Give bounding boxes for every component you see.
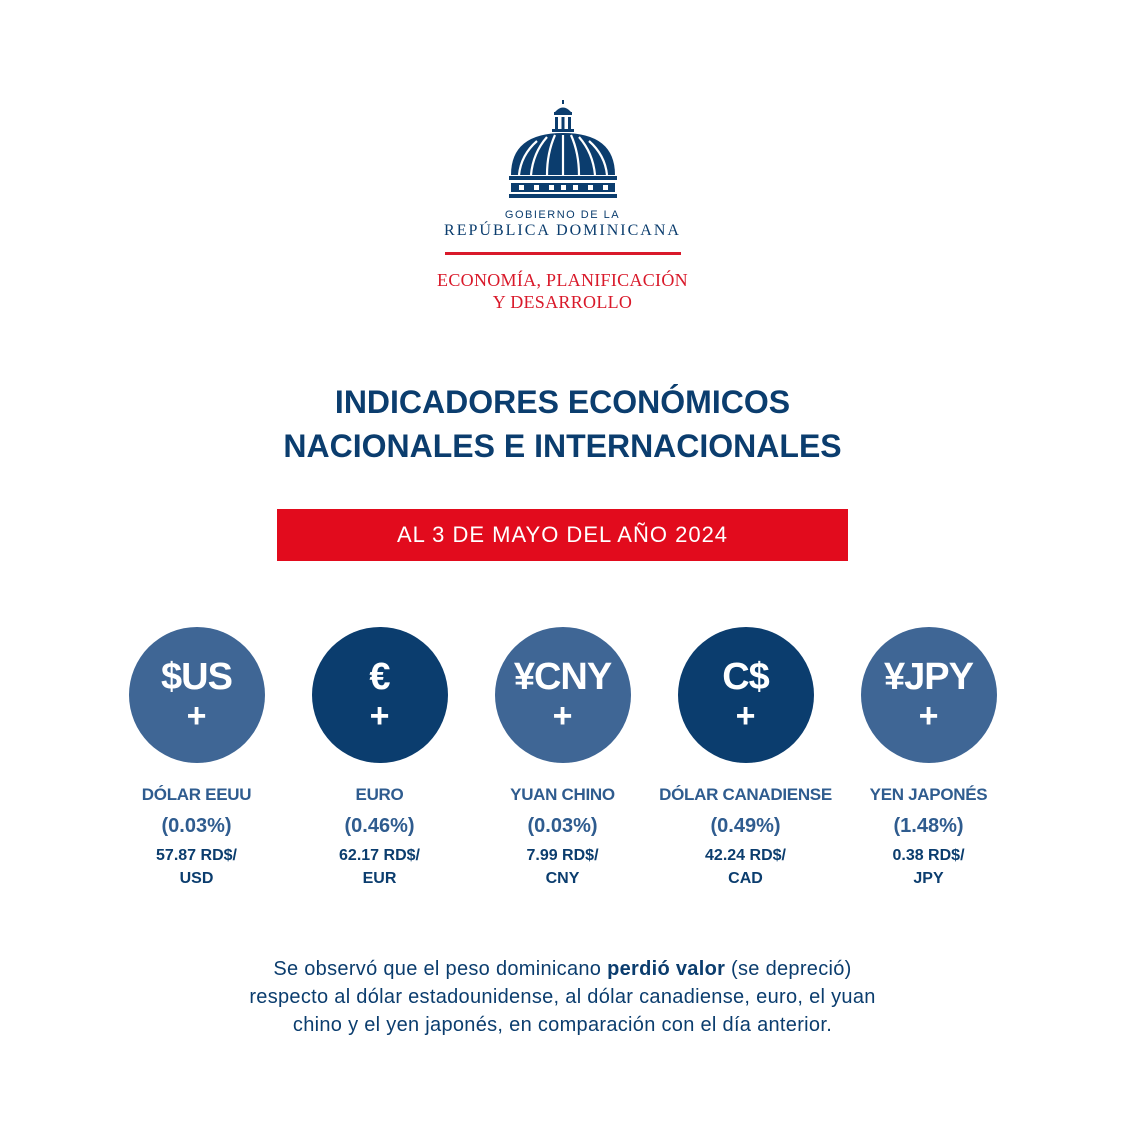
currency-cad bbox=[654, 627, 837, 890]
currency-symbol: ¥JPY bbox=[884, 656, 973, 698]
currency-button-usd[interactable] bbox=[129, 627, 265, 763]
currency-rate bbox=[105, 844, 288, 890]
currency-name: DÓLAR CANADIENSE bbox=[659, 785, 832, 804]
currency-name: EURO bbox=[355, 785, 404, 804]
currency-change: (0.03%) bbox=[527, 815, 598, 837]
title-line-1: INDICADORES ECONÓMICOS bbox=[334, 384, 791, 420]
currency-name: YUAN CHINO bbox=[510, 785, 615, 804]
plus-icon: + bbox=[918, 697, 939, 735]
rate-code: JPY bbox=[913, 870, 944, 887]
currency-button-jpy[interactable] bbox=[861, 627, 997, 763]
currency-usd bbox=[105, 627, 288, 890]
ministry-line-1: ECONOMÍA, PLANIFICACIÓN bbox=[437, 270, 688, 290]
logo-divider bbox=[445, 252, 681, 255]
ministry-name bbox=[0, 269, 1125, 313]
rate-value: 7.99 RD$/ bbox=[526, 847, 599, 864]
currency-rate bbox=[654, 844, 837, 890]
currency-name: YEN JAPONÉS bbox=[869, 785, 988, 804]
rate-value: 62.17 RD$/ bbox=[339, 847, 420, 864]
plus-icon: + bbox=[186, 697, 207, 735]
plus-icon: + bbox=[735, 697, 756, 735]
government-logo bbox=[0, 95, 1125, 313]
date-banner: AL 3 DE MAYO DEL AÑO 2024 bbox=[277, 509, 848, 561]
rate-code: CAD bbox=[728, 870, 763, 887]
rate-value: 42.24 RD$/ bbox=[705, 847, 786, 864]
rate-code: EUR bbox=[362, 870, 397, 887]
footnote-line-1 bbox=[0, 955, 1125, 983]
currency-list bbox=[105, 627, 1020, 897]
currency-eur bbox=[288, 627, 471, 890]
currency-cny bbox=[471, 627, 654, 890]
footnote-text: Se observó que el peso dominicano bbox=[273, 958, 608, 980]
page-title bbox=[0, 380, 1125, 468]
currency-button-cny[interactable] bbox=[495, 627, 631, 763]
currency-rate bbox=[288, 844, 471, 890]
footnote-emphasis: perdió valor bbox=[607, 958, 726, 980]
currency-symbol: € bbox=[369, 656, 390, 698]
currency-symbol: ¥CNY bbox=[513, 656, 612, 698]
plus-icon: + bbox=[552, 697, 573, 735]
currency-button-cad[interactable] bbox=[678, 627, 814, 763]
rate-value: 57.87 RD$/ bbox=[156, 847, 237, 864]
currency-symbol: C$ bbox=[722, 656, 769, 698]
ministry-line-2: Y DESARROLLO bbox=[492, 292, 633, 312]
currency-change: (1.48%) bbox=[893, 815, 964, 837]
currency-symbol: $US bbox=[161, 656, 232, 698]
currency-change: (0.03%) bbox=[161, 815, 232, 837]
footnote-line-2: respecto al dólar estadounidense, al dólar canadiense, euro, el yuan bbox=[249, 986, 876, 1008]
footnote-line-3: chino y el yen japonés, en comparación con el día anterior. bbox=[292, 1014, 833, 1036]
footnote-text: (se depreció) bbox=[725, 958, 852, 980]
rate-value: 0.38 RD$/ bbox=[892, 847, 965, 864]
plus-icon: + bbox=[369, 697, 390, 735]
currency-change: (0.46%) bbox=[344, 815, 415, 837]
rate-code: USD bbox=[179, 870, 214, 887]
logo-republic-line: REPÚBLICA DOMINICANA bbox=[444, 222, 681, 239]
currency-rate bbox=[837, 844, 1020, 890]
footnote bbox=[0, 955, 1125, 1039]
currency-rate bbox=[471, 844, 654, 890]
currency-name: DÓLAR EEUU bbox=[141, 785, 252, 804]
dome-emblem-icon bbox=[507, 95, 619, 205]
rate-code: CNY bbox=[545, 870, 580, 887]
currency-button-eur[interactable] bbox=[312, 627, 448, 763]
logo-government-line: GOBIERNO DE LA bbox=[504, 209, 621, 221]
currency-jpy bbox=[837, 627, 1020, 890]
title-line-2: NACIONALES E INTERNACIONALES bbox=[283, 428, 842, 464]
currency-change: (0.49%) bbox=[710, 815, 781, 837]
